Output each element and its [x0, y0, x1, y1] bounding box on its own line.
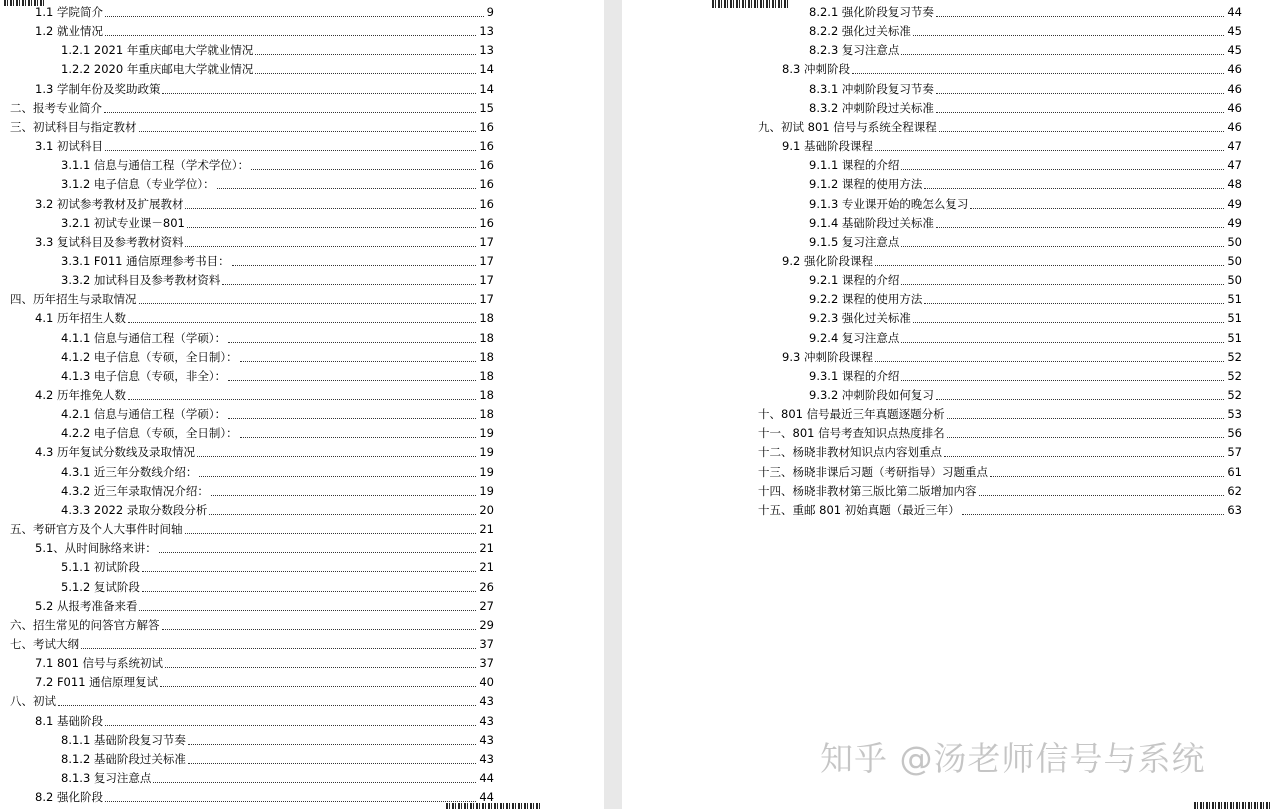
- toc-entry-title: 九、初试 801 信号与系统全程课程: [758, 119, 937, 134]
- toc-entry-page-number: 43: [479, 713, 494, 728]
- toc-entry[interactable]: [35, 786, 494, 805]
- toc-dot-leader: [875, 265, 1224, 266]
- toc-dot-leader: [901, 284, 1224, 285]
- toc-entry-title: 4.3.3 2022 录取分数段分析: [61, 502, 208, 517]
- toc-entry[interactable]: [35, 595, 494, 614]
- toc-entry-page-number: 27: [479, 598, 494, 613]
- toc-entry-page-number: 46: [1227, 62, 1242, 77]
- toc-entry[interactable]: [61, 365, 494, 384]
- toc-dot-leader: [901, 246, 1224, 247]
- toc-entry-page-number: 21: [479, 560, 494, 575]
- toc-entry[interactable]: [61, 556, 494, 575]
- toc-entry-page-number: 56: [1227, 426, 1242, 441]
- toc-dot-leader: [153, 782, 476, 783]
- toc-entry-title: 8.2.3 复习注意点: [809, 43, 900, 58]
- toc-entry-title: 4.3.1 近三年分数线介绍：: [61, 464, 198, 479]
- toc-entry[interactable]: [35, 441, 494, 460]
- toc-entry-title: 9.3.1 课程的介绍: [809, 368, 900, 383]
- toc-dot-leader: [139, 610, 476, 611]
- toc-dot-leader: [105, 801, 476, 802]
- toc-entry-title: 1.2.2 2020 年重庆邮电大学就业情况: [61, 62, 254, 77]
- toc-entry-page-number: 26: [479, 579, 494, 594]
- toc-entry[interactable]: [35, 537, 494, 556]
- toc-dot-leader: [947, 437, 1225, 438]
- toc-dot-leader: [142, 571, 476, 572]
- toc-entry-page-number: 13: [479, 24, 494, 39]
- toc-entry-title: 5.1.1 初试阶段: [61, 560, 140, 575]
- toc-entry[interactable]: [10, 97, 494, 116]
- toc-dot-leader: [240, 437, 477, 438]
- toc-entry-title: 3.1 初试科目: [35, 139, 103, 154]
- toc-entry-page-number: 29: [479, 617, 494, 632]
- toc-dot-leader: [187, 227, 476, 228]
- toc-entry[interactable]: [809, 307, 1242, 326]
- toc-entry-title: 4.3 历年复试分数线及录取情况: [35, 445, 195, 460]
- toc-entry-title: 3.1.1 信息与通信工程（学术学位）：: [61, 158, 250, 173]
- toc-entry[interactable]: [758, 480, 1242, 499]
- toc-entry-title: 7.1 801 信号与系统初试: [35, 656, 164, 671]
- toc-entry-title: 3.3.1 F011 通信原理参考书目：: [61, 253, 230, 268]
- toc-entry-page-number: 16: [479, 215, 494, 230]
- toc-entry-title: 十五、重邮 801 初始真题（最近三年）: [758, 502, 960, 517]
- toc-entry[interactable]: [35, 135, 494, 154]
- toc-dot-leader: [105, 725, 476, 726]
- toc-entry[interactable]: [809, 231, 1242, 250]
- toc-entry-title: 8.3.2 冲刺阶段过关标准: [809, 100, 934, 115]
- toc-entry-page-number: 45: [1227, 24, 1242, 39]
- toc-entry-title: 9.1.5 复习注意点: [809, 234, 900, 249]
- toc-entry-page-number: 17: [479, 234, 494, 249]
- qr-code-fragment-top: [712, 0, 790, 8]
- toc-entry-title: 五、考研官方及个人大事件时间轴: [10, 522, 183, 537]
- toc-entry-title: 8.1.3 复习注意点: [61, 771, 152, 785]
- toc-entry[interactable]: [809, 97, 1242, 116]
- toc-entry[interactable]: [758, 116, 1242, 135]
- toc-entry-page-number: 57: [1227, 445, 1242, 460]
- toc-entry-title: 7.2 F011 通信原理复试: [35, 675, 159, 690]
- toc-entry-page-number: 51: [1227, 330, 1242, 345]
- toc-entry[interactable]: [35, 710, 494, 729]
- toc-dot-leader: [105, 16, 484, 17]
- toc-entry-page-number: 50: [1227, 273, 1242, 288]
- toc-dot-leader: [939, 131, 1225, 132]
- toc-dot-leader: [913, 322, 1224, 323]
- toc-entry-page-number: 53: [1227, 407, 1242, 422]
- toc-dot-leader: [188, 744, 476, 745]
- toc-dot-leader: [901, 342, 1224, 343]
- toc-entry-title: 8.3.1 冲刺阶段复习节奏: [809, 81, 934, 96]
- toc-dot-leader: [159, 552, 477, 553]
- toc-entry[interactable]: [10, 518, 494, 537]
- toc-entry-page-number: 18: [479, 407, 494, 422]
- toc-entry-page-number: 44: [479, 771, 494, 785]
- toc-dot-leader: [185, 246, 476, 247]
- toc-entry[interactable]: [35, 384, 494, 403]
- toc-entry[interactable]: [809, 20, 1242, 39]
- toc-entry[interactable]: [10, 614, 494, 633]
- toc-entry-title: 1.1 学院简介: [35, 5, 103, 19]
- toc-dot-leader: [185, 208, 476, 209]
- toc-entry-page-number: 18: [479, 368, 494, 383]
- toc-entry-page-number: 40: [479, 675, 494, 690]
- toc-entry[interactable]: [809, 173, 1242, 192]
- toc-entry[interactable]: [35, 652, 494, 671]
- toc-dot-leader: [185, 533, 477, 534]
- toc-dot-leader: [160, 686, 476, 687]
- toc-dot-leader: [105, 150, 476, 151]
- toc-entry[interactable]: [35, 231, 494, 250]
- toc-entry[interactable]: [758, 499, 1242, 518]
- toc-entry[interactable]: [35, 671, 494, 690]
- toc-entry-page-number: 14: [479, 81, 494, 96]
- toc-entry-page-number: 44: [1227, 5, 1242, 19]
- toc-entry-title: 3.2.1 初试专业课－801: [61, 215, 185, 230]
- toc-entry-page-number: 18: [479, 349, 494, 364]
- toc-dot-leader: [104, 112, 476, 113]
- toc-entry-title: 5.1、从时间脉络来讲：: [35, 541, 157, 556]
- toc-entry-page-number: 43: [479, 694, 494, 709]
- toc-entry[interactable]: [61, 39, 494, 58]
- toc-entry-title: 三、初试科目与指定教材: [10, 119, 137, 134]
- toc-entry-page-number: 44: [479, 790, 494, 805]
- toc-entry-title: 4.3.2 近三年录取情况介绍：: [61, 483, 209, 498]
- toc-entry-page-number: 18: [479, 311, 494, 326]
- toc-entry-title: 3.3.2 加试科目及参考教材资料: [61, 273, 221, 288]
- toc-dot-leader: [936, 112, 1224, 113]
- toc-entry[interactable]: [61, 499, 494, 518]
- toc-entry-title: 9.2 强化阶段课程: [782, 253, 873, 268]
- toc-entry-title: 七、考试大纲: [10, 636, 79, 651]
- toc-entry-page-number: 16: [479, 119, 494, 134]
- toc-entry-page-number: 48: [1227, 177, 1242, 192]
- toc-entry[interactable]: [61, 346, 494, 365]
- toc-entry-title: 3.3 复试科目及参考教材资料: [35, 234, 184, 249]
- toc-entry-title: 9.1.3 专业课开始的晚怎么复习: [809, 196, 969, 211]
- toc-dot-leader: [255, 73, 476, 74]
- toc-entry-page-number: 47: [1227, 158, 1242, 173]
- toc-entry[interactable]: [10, 288, 494, 307]
- toc-entry[interactable]: [61, 250, 494, 269]
- toc-entry-page-number: 17: [479, 253, 494, 268]
- toc-dot-leader: [936, 93, 1224, 94]
- toc-dot-leader: [901, 380, 1224, 381]
- toc-entry[interactable]: [758, 422, 1242, 441]
- toc-dot-leader: [240, 361, 477, 362]
- toc-entry-title: 4.1.1 信息与通信工程（学硕）：: [61, 330, 227, 345]
- toc-entry-page-number: 16: [479, 177, 494, 192]
- toc-dot-leader: [105, 35, 476, 36]
- toc-dot-leader: [852, 73, 1224, 74]
- toc-entry[interactable]: [61, 461, 494, 480]
- toc-entry[interactable]: [61, 212, 494, 231]
- toc-entry[interactable]: [61, 403, 494, 422]
- toc-entry-page-number: 16: [479, 158, 494, 173]
- toc-dot-leader: [217, 188, 477, 189]
- toc-page-left: [0, 0, 604, 809]
- toc-entry[interactable]: [758, 461, 1242, 480]
- toc-dot-leader: [875, 361, 1224, 362]
- toc-entry-page-number: 15: [479, 100, 494, 115]
- toc-entry-page-number: 50: [1227, 253, 1242, 268]
- toc-dot-leader: [188, 763, 476, 764]
- toc-entry-title: 六、招生常见的问答官方解答: [10, 617, 160, 632]
- toc-entry[interactable]: [809, 288, 1242, 307]
- toc-entry[interactable]: [35, 20, 494, 39]
- toc-entry-page-number: 16: [479, 196, 494, 211]
- toc-entry[interactable]: [35, 78, 494, 97]
- toc-entry-title: 9.1 基础阶段课程: [782, 139, 873, 154]
- toc-entry-title: 9.3 冲刺阶段课程: [782, 349, 873, 364]
- toc-dot-leader: [901, 169, 1224, 170]
- toc-entry-page-number: 50: [1227, 234, 1242, 249]
- toc-entry-title: 4.2 历年推免人数: [35, 388, 126, 402]
- toc-entry-page-number: 52: [1227, 388, 1242, 402]
- toc-entry-title: 9.1.1 课程的介绍: [809, 158, 900, 173]
- toc-dot-leader: [162, 93, 476, 94]
- toc-dot-leader: [251, 169, 476, 170]
- toc-dot-leader: [199, 476, 476, 477]
- toc-entry-title: 8.2.2 强化过关标准: [809, 24, 911, 39]
- toc-entry[interactable]: [782, 135, 1242, 154]
- toc-entry-page-number: 49: [1227, 196, 1242, 211]
- toc-entry-page-number: 47: [1227, 139, 1242, 154]
- toc-dot-leader: [913, 35, 1224, 36]
- toc-entry[interactable]: [61, 422, 494, 441]
- toc-dot-leader: [255, 54, 476, 55]
- watermark-text: 知乎 @汤老师信号与系统: [820, 739, 1206, 778]
- toc-entry-page-number: 14: [479, 62, 494, 77]
- toc-entry-page-number: 52: [1227, 368, 1242, 383]
- toc-entry[interactable]: [10, 116, 494, 135]
- toc-dot-leader: [197, 456, 476, 457]
- toc-page-right: [622, 0, 1276, 809]
- toc-entry-title: 8.2.1 强化阶段复习节奏: [809, 5, 934, 19]
- toc-entry-page-number: 20: [479, 502, 494, 517]
- toc-entry-title: 4.1.3 电子信息（专硕，非全）：: [61, 368, 227, 383]
- toc-entry-title: 1.3 学制年份及奖助政策: [35, 81, 161, 96]
- toc-dot-leader: [936, 399, 1224, 400]
- toc-entry-title: 5.2 从报考准备来看: [35, 598, 138, 613]
- toc-entry-title: 9.1.4 基础阶段过关标准: [809, 215, 934, 230]
- toc-entry-title: 十三、杨晓非课后习题（考研指导）习题重点: [758, 464, 988, 479]
- toc-dot-leader: [128, 322, 476, 323]
- toc-entry-title: 9.2.2 课程的使用方法: [809, 292, 923, 307]
- toc-entry-page-number: 13: [479, 43, 494, 58]
- toc-entry-page-number: 43: [479, 732, 494, 747]
- toc-entry-page-number: 19: [479, 483, 494, 498]
- toc-entry-page-number: 62: [1227, 483, 1242, 498]
- toc-dot-leader: [962, 514, 1225, 515]
- page-gutter: [604, 0, 622, 809]
- toc-entry[interactable]: [782, 250, 1242, 269]
- toc-entry-title: 4.2.1 信息与通信工程（学硕）：: [61, 407, 227, 422]
- toc-entry-page-number: 19: [479, 445, 494, 460]
- toc-entry-page-number: 19: [479, 426, 494, 441]
- toc-entry[interactable]: [809, 1, 1242, 20]
- toc-entry-title: 十二、杨晓非教材知识点内容划重点: [758, 445, 942, 460]
- toc-entry-title: 8.1.1 基础阶段复习节奏: [61, 732, 186, 747]
- toc-entry[interactable]: [61, 767, 494, 786]
- toc-entry-page-number: 21: [479, 541, 494, 556]
- toc-entry[interactable]: [782, 58, 1242, 77]
- toc-dot-leader: [165, 667, 476, 668]
- toc-entry-title: 3.2 初试参考教材及扩展教材: [35, 196, 184, 211]
- toc-entry-title: 十一、801 信号考查知识点热度排名: [758, 426, 945, 441]
- toc-entry[interactable]: [61, 576, 494, 595]
- toc-entry-page-number: 49: [1227, 215, 1242, 230]
- toc-entry[interactable]: [61, 480, 494, 499]
- toc-entry-page-number: 51: [1227, 292, 1242, 307]
- toc-entry-title: 八、初试: [10, 694, 56, 709]
- toc-entry-title: 3.1.2 电子信息（专业学位）：: [61, 177, 215, 192]
- toc-dot-leader: [209, 514, 476, 515]
- toc-dot-leader: [944, 456, 1224, 457]
- toc-entry-page-number: 61: [1227, 464, 1242, 479]
- toc-entry[interactable]: [809, 78, 1242, 97]
- toc-entry[interactable]: [35, 1, 494, 20]
- toc-entry-page-number: 18: [479, 330, 494, 345]
- toc-entry[interactable]: [809, 365, 1242, 384]
- toc-dot-leader: [58, 705, 476, 706]
- toc-entry-page-number: 17: [479, 292, 494, 307]
- toc-dot-leader: [936, 16, 1224, 17]
- toc-entry-title: 9.2.3 强化过关标准: [809, 311, 911, 326]
- toc-entry[interactable]: [809, 193, 1242, 212]
- toc-entry-page-number: 46: [1227, 119, 1242, 134]
- toc-entry[interactable]: [809, 269, 1242, 288]
- toc-entry-page-number: 43: [479, 751, 494, 766]
- toc-entry[interactable]: [61, 58, 494, 77]
- toc-dot-leader: [232, 265, 477, 266]
- toc-entry-title: 4.1 历年招生人数: [35, 311, 126, 326]
- toc-dot-leader: [228, 342, 476, 343]
- qr-code-fragment-bottom-right: [1194, 802, 1272, 809]
- toc-entry-title: 十四、杨晓非教材第三版比第二版增加内容: [758, 483, 977, 498]
- toc-entry-page-number: 45: [1227, 43, 1242, 58]
- toc-dot-leader: [901, 54, 1224, 55]
- toc-entry[interactable]: [10, 690, 494, 709]
- toc-entry-title: 1.2.1 2021 年重庆邮电大学就业情况: [61, 43, 254, 58]
- toc-entry-title: 二、报考专业简介: [10, 100, 102, 115]
- toc-dot-leader: [947, 418, 1225, 419]
- toc-entry[interactable]: [61, 748, 494, 767]
- toc-entry[interactable]: [35, 307, 494, 326]
- toc-entry[interactable]: [809, 154, 1242, 173]
- toc-dot-leader: [81, 648, 476, 649]
- toc-entry[interactable]: [809, 327, 1242, 346]
- toc-entry-page-number: 16: [479, 139, 494, 154]
- toc-entry-page-number: 46: [1227, 81, 1242, 96]
- toc-entry-title: 5.1.2 复试阶段: [61, 579, 140, 594]
- toc-dot-leader: [228, 380, 476, 381]
- toc-entry[interactable]: [10, 633, 494, 652]
- toc-entry[interactable]: [758, 403, 1242, 422]
- toc-entry-page-number: 21: [479, 522, 494, 537]
- toc-dot-leader: [139, 131, 477, 132]
- toc-entry[interactable]: [61, 269, 494, 288]
- toc-entry-page-number: 37: [479, 636, 494, 651]
- toc-entry-page-number: 63: [1227, 502, 1242, 517]
- toc-entry-page-number: 18: [479, 388, 494, 402]
- toc-dot-leader: [222, 284, 476, 285]
- toc-entry-page-number: 37: [479, 656, 494, 671]
- toc-dot-leader: [142, 591, 476, 592]
- toc-entry-title: 8.1.2 基础阶段过关标准: [61, 751, 186, 766]
- toc-entry-title: 8.3 冲刺阶段: [782, 62, 850, 77]
- toc-dot-leader: [979, 495, 1225, 496]
- toc-entry[interactable]: [61, 327, 494, 346]
- toc-entry[interactable]: [61, 154, 494, 173]
- toc-entry[interactable]: [758, 441, 1242, 460]
- toc-dot-leader: [875, 150, 1224, 151]
- toc-entry[interactable]: [809, 212, 1242, 231]
- toc-entry[interactable]: [809, 384, 1242, 403]
- toc-entry-page-number: 46: [1227, 100, 1242, 115]
- toc-entry-title: 十、801 信号最近三年真题逐题分析: [758, 407, 945, 422]
- toc-dot-leader: [936, 227, 1224, 228]
- toc-entry-title: 9.2.4 复习注意点: [809, 330, 900, 345]
- toc-dot-leader: [924, 303, 1224, 304]
- toc-entry-page-number: 19: [479, 464, 494, 479]
- toc-dot-leader: [139, 303, 477, 304]
- toc-dot-leader: [211, 495, 476, 496]
- toc-dot-leader: [228, 418, 476, 419]
- toc-entry-page-number: 52: [1227, 349, 1242, 364]
- toc-entry-page-number: 17: [479, 273, 494, 288]
- toc-entry-title: 8.2 强化阶段: [35, 790, 103, 805]
- toc-dot-leader: [970, 208, 1224, 209]
- toc-entry[interactable]: [809, 39, 1242, 58]
- toc-dot-leader: [990, 476, 1224, 477]
- toc-dot-leader: [924, 188, 1224, 189]
- toc-entry-title: 4.1.2 电子信息（专硕，全日制）：: [61, 349, 238, 364]
- toc-entry-title: 8.1 基础阶段: [35, 713, 103, 728]
- toc-entry-title: 9.2.1 课程的介绍: [809, 273, 900, 288]
- toc-entry-page-number: 51: [1227, 311, 1242, 326]
- toc-entry-title: 4.2.2 电子信息（专硕，全日制）：: [61, 426, 238, 441]
- toc-entry-title: 1.2 就业情况: [35, 24, 103, 39]
- toc-entry-title: 9.3.2 冲刺阶段如何复习: [809, 388, 934, 402]
- toc-entry[interactable]: [782, 346, 1242, 365]
- toc-dot-leader: [128, 399, 476, 400]
- toc-entry-page-number: 9: [486, 5, 494, 19]
- toc-entry-title: 四、历年招生与录取情况: [10, 292, 137, 307]
- toc-entry[interactable]: [35, 193, 494, 212]
- toc-entry-title: 9.1.2 课程的使用方法: [809, 177, 923, 192]
- toc-entry[interactable]: [61, 173, 494, 192]
- toc-dot-leader: [162, 629, 477, 630]
- toc-entry[interactable]: [61, 729, 494, 748]
